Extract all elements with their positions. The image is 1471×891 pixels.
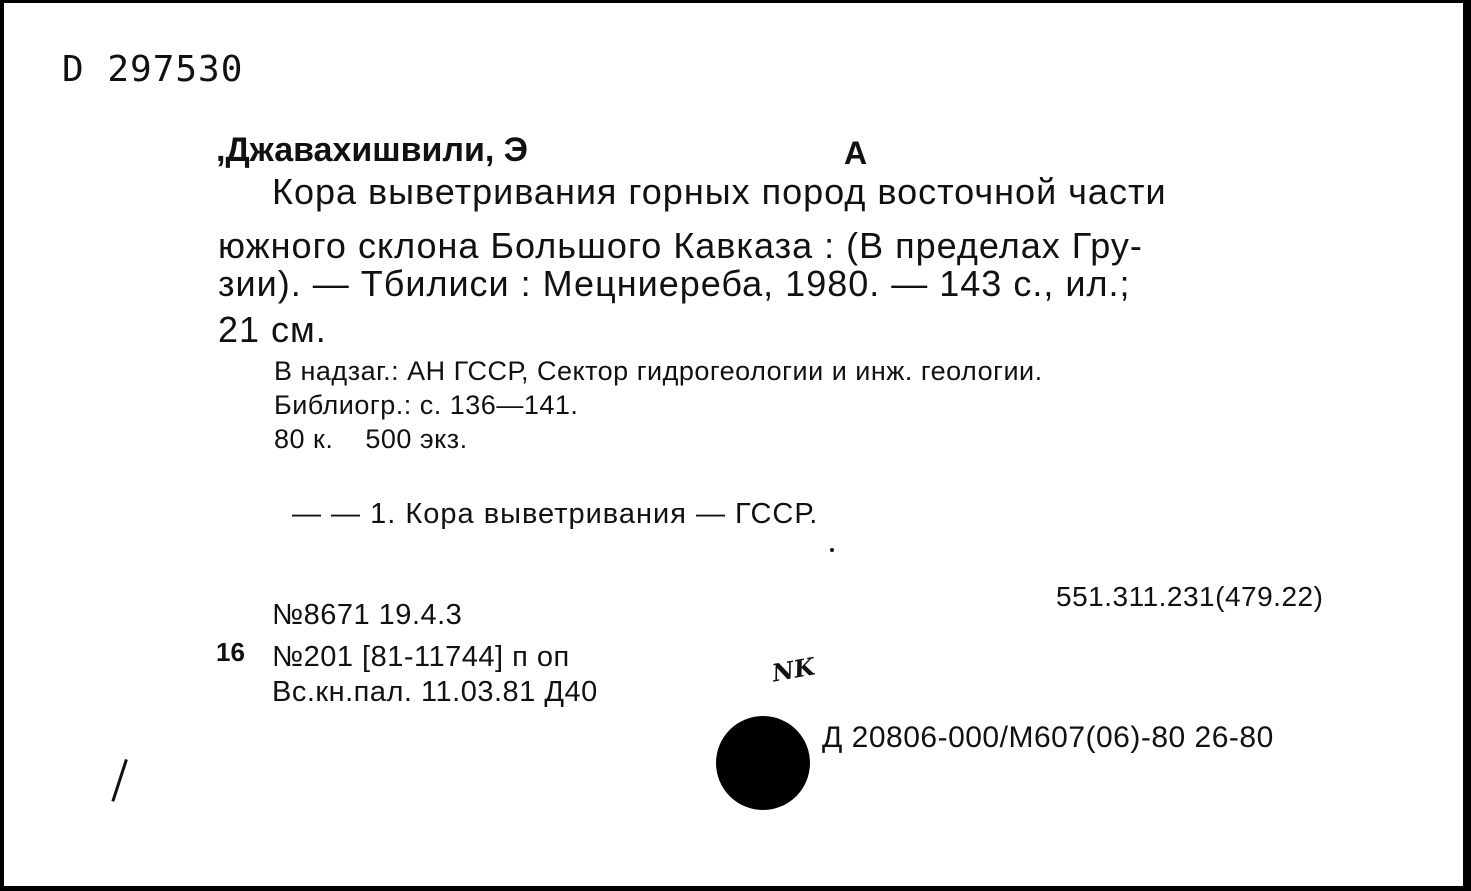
registry-line: №201 [81-11744] п оп [272,641,570,673]
speck [830,548,834,552]
registry-line: Вс.кн.пал. 11.03.81 Д40 [272,676,598,708]
title-line: 21 см. [218,309,327,350]
registry-prefix: 16 [216,637,245,667]
publication-code: Д 20806-000/М607(06)-80 26-80 [822,721,1274,754]
note-line: В надзаг.: АН ГССР, Сектор гидрогеологии и инж. геологии. [274,356,1043,386]
title-line: южного склона Большого Кавказа : (В пределах Гру- [218,225,1143,266]
punched-dot [716,716,810,810]
title-line: зии). — Тбилиси : Мецниереба, 1980. — 143 с., ил.; [218,263,1131,304]
handwritten-initials: NK [769,651,817,688]
registry-line: №8671 19.4.3 [272,599,463,631]
note-line: Библиогр.: с. 136—141. [274,390,579,420]
catalog-card [4,3,1463,886]
pen-mark [111,759,127,802]
udc-code: 551.311.231(479.22) [1056,581,1324,612]
author-heading: ,Джавахишвили, Э [216,131,528,169]
author-letter: А [844,135,868,171]
accession-number: D 297530 [62,49,244,90]
price-copies-line: 80 к. 500 экз. [274,424,468,454]
title-line: Кора выветривания горных пород восточной части [272,171,1167,212]
subject-heading: — — 1. Кора выветривания — ГССР. [292,498,819,530]
